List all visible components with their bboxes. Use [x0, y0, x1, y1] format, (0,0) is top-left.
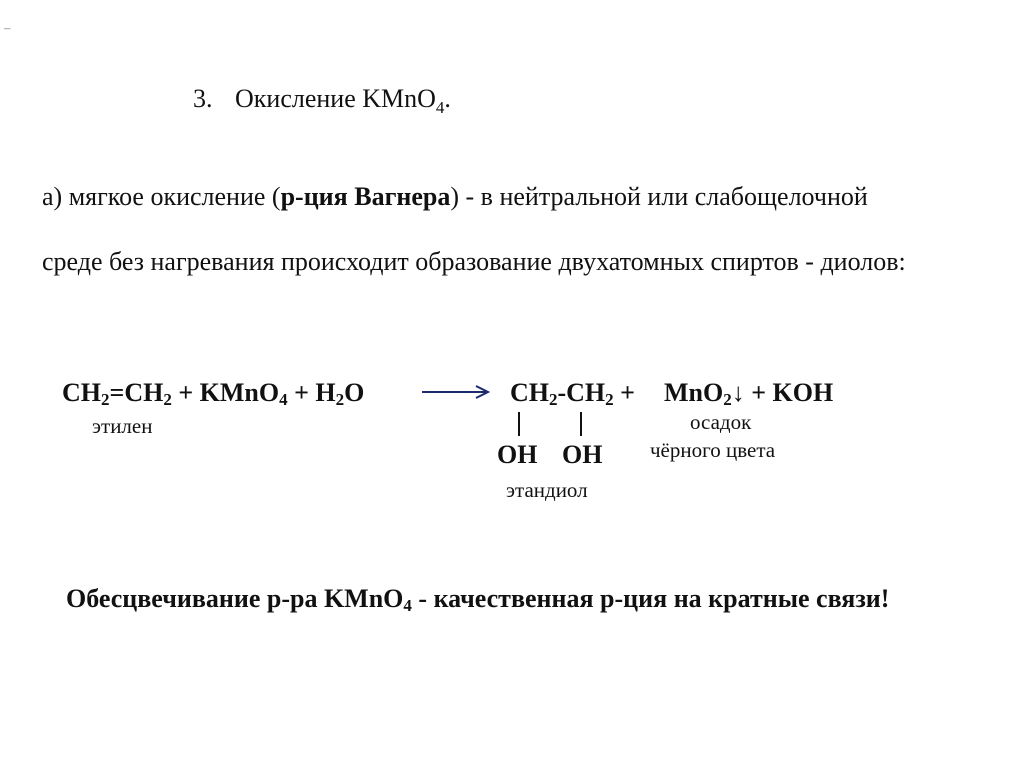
- paragraph-line-1: [42, 182, 868, 212]
- caption-precipitate-line-2: чёрного цвета: [650, 438, 776, 462]
- reactant-text: O: [344, 378, 365, 407]
- conclusion-prefix: Обесцвечивание р-ра KMnO: [66, 584, 404, 613]
- caption-ethanediol: этандиол: [506, 478, 588, 502]
- reaction-name: р-ция Вагнера: [280, 182, 451, 211]
- product-text: -CH: [557, 378, 606, 407]
- reactant-text: + H: [287, 378, 336, 407]
- reactant-text: CH: [62, 378, 101, 407]
- caption-precipitate-line-1: осадок: [690, 410, 752, 434]
- reactant-subscript: 2: [101, 390, 110, 409]
- equation-product-diol: [510, 378, 635, 408]
- product-subscript: 2: [723, 390, 732, 409]
- conclusion: [66, 584, 889, 614]
- product-text: ↓ + KOH: [731, 378, 834, 407]
- product-subscript: 2: [605, 390, 614, 409]
- heading-number: 3.: [193, 84, 213, 113]
- heading-subscript: 4: [435, 98, 445, 118]
- conclusion-subscript: 4: [403, 596, 412, 615]
- reaction-arrow-icon: [420, 384, 492, 400]
- paragraph-line-1-suffix: ) - в нейтральной или слабощелочной: [450, 182, 868, 211]
- corner-mark: –: [4, 20, 11, 35]
- product-text: +: [613, 378, 635, 407]
- paragraph-line-1-prefix: а) мягкое окисление (: [42, 182, 281, 211]
- hydroxyl-group-right: OH: [562, 440, 603, 469]
- heading-text: Окисление KMnO: [235, 84, 436, 113]
- reactant-subscript: 2: [163, 390, 172, 409]
- reactant-text: =CH: [109, 378, 164, 407]
- paragraph-line-2: среде без нагревания происходит образование двухатомных спиртов - диолов:: [42, 247, 906, 276]
- caption-ethylene: этилен: [92, 414, 153, 438]
- equation-reactants: [62, 378, 364, 408]
- product-text: CH: [510, 378, 549, 407]
- section-heading: [193, 84, 451, 118]
- heading-suffix: .: [444, 84, 451, 113]
- reactant-subscript: 2: [335, 390, 345, 409]
- hydroxyl-group-left: OH: [497, 440, 538, 469]
- reactant-subscript: 4: [279, 390, 288, 409]
- bond-line-left: [518, 412, 520, 436]
- reactant-text: + KMnO: [171, 378, 280, 407]
- conclusion-suffix: - качественная р-ция на кратные связи!: [411, 584, 890, 613]
- product-text: MnO: [664, 378, 724, 407]
- bond-line-right: [580, 412, 582, 436]
- product-subscript: 2: [549, 390, 558, 409]
- equation-other-products: [664, 378, 833, 408]
